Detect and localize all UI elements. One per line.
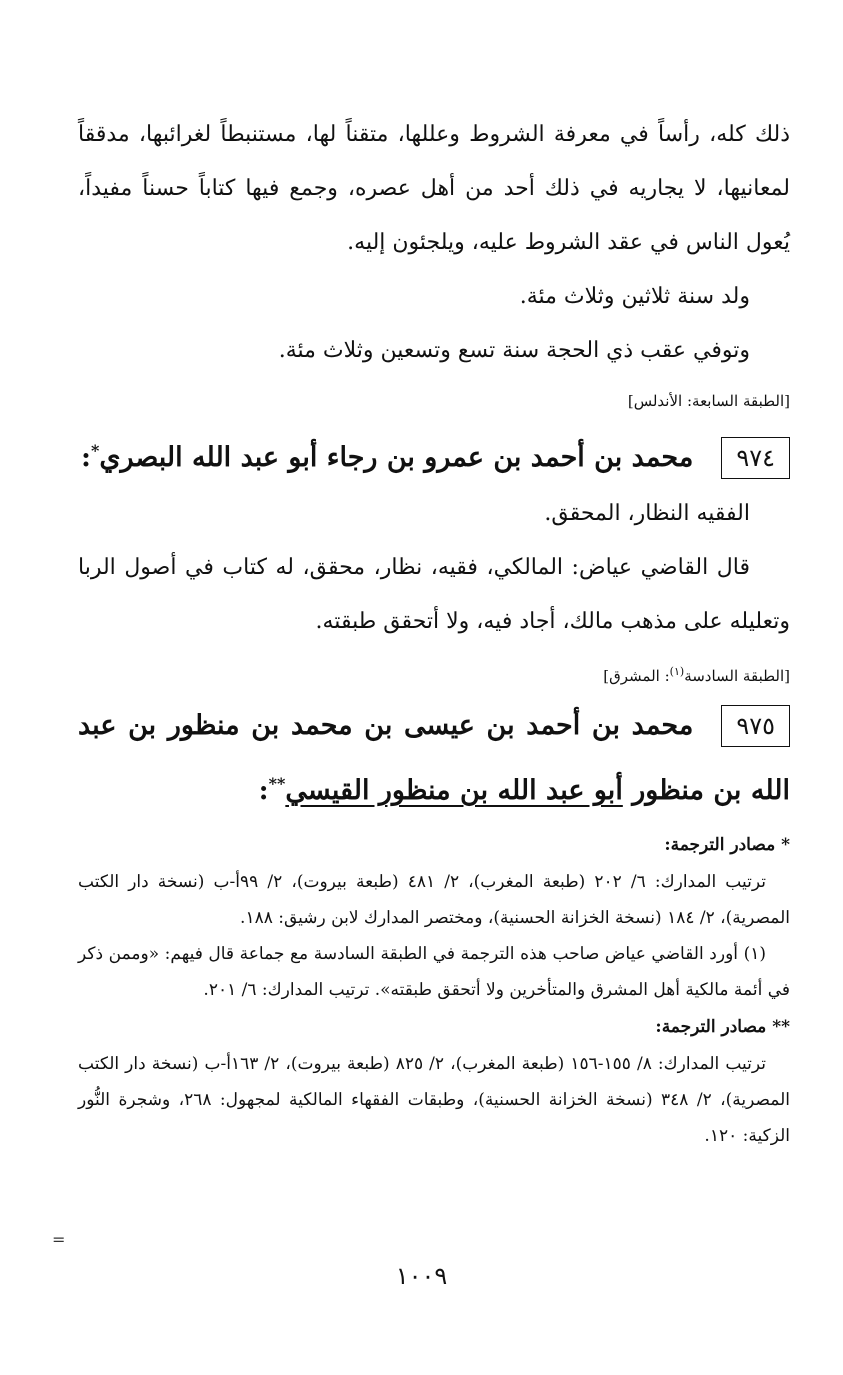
tabaqa-tag-seventh: [الطبقة السابعة: الأندلس] — [627, 392, 790, 410]
sources-title-975: ** مصادر الترجمة: — [655, 1017, 790, 1037]
page-content — [78, 108, 790, 1154]
entry-974-name: محمد بن أحمد بن عمرو بن رجاء أبو عبد الله البصري — [99, 442, 694, 473]
entry-number-974: ٩٧٤ — [721, 437, 790, 479]
footnote-ref-1: (١) — [669, 665, 685, 678]
death-line: وتوفي عقب ذي الحجة سنة تسع وتسعين وثلاث مئة. — [278, 338, 750, 363]
tag-part-b: : المشرق] — [603, 667, 670, 685]
entry-975-heading — [78, 697, 790, 820]
tabaqa-tag-sixth — [78, 661, 790, 687]
sources-title-974: * مصادر الترجمة: — [664, 835, 790, 855]
entry-974-heading — [78, 422, 790, 487]
sources-text-974: ترتيب المدارك: ٦/ ٢٠٢ (طبعة المغرب)، ٢/ ٤٨١ (طبعة بيروت)، ٢/ ٩٩أ-ب (نسخة دار الكتب المصرية)، ٢/ ١٨٤ (نسخة الخزانة الحسنية)، ومختصر المدارك لابن رشيق: ١٨٨. — [78, 872, 790, 928]
source-marker: ** — [268, 774, 286, 793]
entry-974-description: الفقيه النظار، المحقق. — [544, 501, 750, 526]
tag-part-a: [الطبقة السادسة — [684, 667, 790, 685]
continuation-paragraph: ذلك كله، رأساً في معرفة الشروط وعللها، متقناً لها، مستنبطاً لغرائبها، مدققاً لمعانيها، لا يجاريه في ذلك أحد من أهل عصره، وجمع فيها كتاباً حسناً مفيداً، يُعول الناس في عقد الشروط عليه، ويلجئون إليه. — [78, 122, 790, 255]
sources-text-975: ترتيب المدارك: ٨/ ١٥٥-١٥٦ (طبعة المغرب)، ٢/ ٨٢٥ (طبعة بيروت)، ٢/ ١٦٣أ-ب (نسخة دار الكتب المصرية)، ٢/ ٣٤٨ (نسخة الخزانة الحسنية)، وطبقات الفقهاء المالكية لمجهول: ٢٦٨، وشجرة النُّور الزكية: ١٢٠. — [78, 1054, 790, 1146]
footnote-1: (١) أورد القاضي عياض صاحب هذه الترجمة في الطبقة السادسة مع جماعة قال فيهم: «وممن ذكر في أئمة مالكية أهل المشرق والمتأخرين ولا أتحقق طبقته». ترتيب المدارك: ٦/ ٢٠١. — [78, 944, 790, 1000]
entry-975-name-b: أبو عبد الله بن منظور القيسي — [285, 775, 623, 806]
entry-974-quote: قال القاضي عياض: المالكي، فقيه، نظار، محقق، له كتاب في أصول الربا وتعليله على مذهب مالك، أجاد فيه، ولا أتحقق طبقته. — [78, 555, 790, 634]
heading-colon: : — [80, 442, 91, 473]
edge-mark: = — [52, 1230, 66, 1249]
birth-line: ولد سنة ثلاثين وثلاث مئة. — [519, 284, 750, 309]
entry-975-name-a: محمد بن أحمد بن عيسى بن محمد بن منظور بن عبد الله بن منظور — [78, 710, 790, 806]
source-marker: * — [90, 441, 100, 460]
heading-colon: : — [258, 775, 269, 806]
page-number: ١٠٠٩ — [395, 1262, 448, 1290]
entry-number-975: ٩٧٥ — [721, 705, 790, 747]
